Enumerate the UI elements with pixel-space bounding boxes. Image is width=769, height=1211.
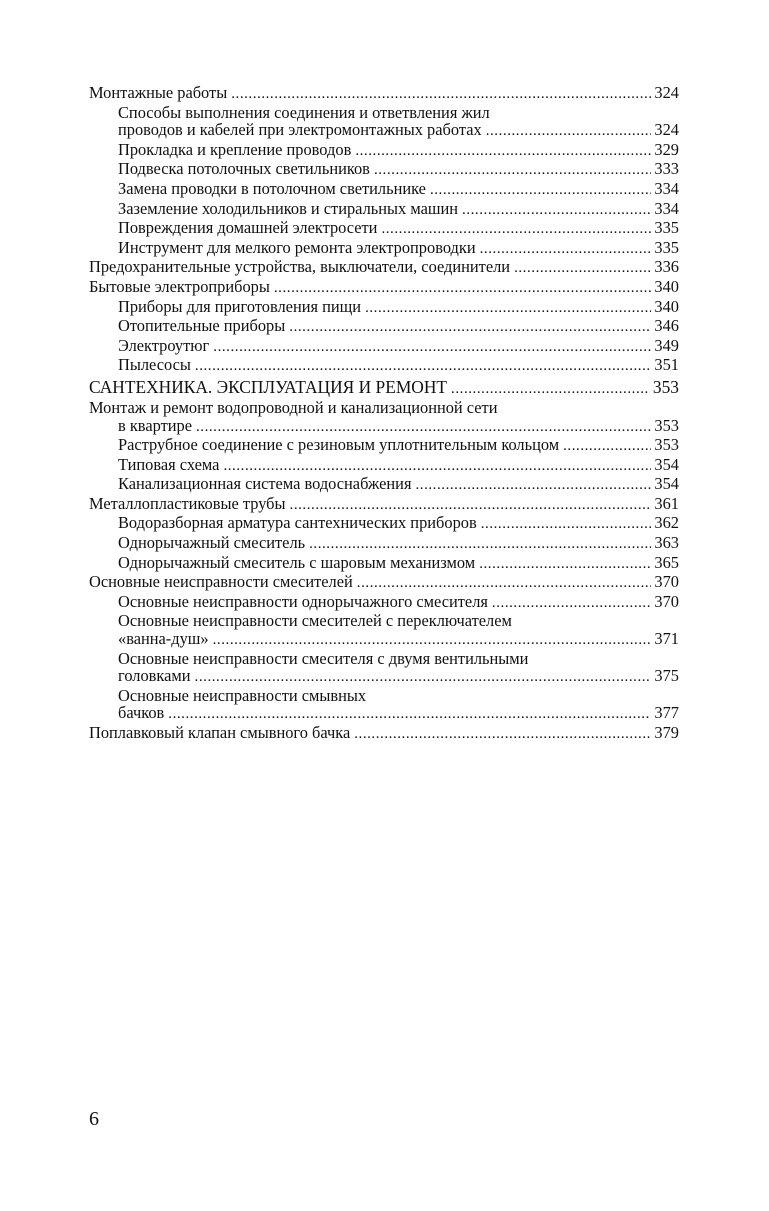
- toc-entry: [89, 84, 679, 104]
- toc-entry: [89, 239, 679, 259]
- toc-entry-page: 370: [654, 591, 679, 611]
- toc-entry: [89, 219, 679, 239]
- toc-entry-title: Металлопластиковые трубы: [89, 493, 286, 513]
- toc-entry-line: [118, 436, 679, 456]
- toc-entry-title: Однорычажный смеситель с шаровым механизмом: [118, 552, 476, 572]
- toc-entry-page: 371: [654, 629, 679, 649]
- dot-leader: [514, 260, 651, 278]
- toc-entry: [89, 317, 679, 337]
- toc-entry-page: 375: [654, 666, 679, 686]
- toc-entry-line: [89, 724, 679, 744]
- toc-entry-line: [118, 554, 679, 574]
- dot-leader: [462, 202, 651, 220]
- toc-entry-title-line: Основные неисправности смесителей с переключателем: [118, 611, 512, 631]
- toc-entry-line: [118, 667, 679, 687]
- dot-leader: [486, 123, 652, 141]
- dot-leader: [195, 669, 652, 687]
- toc-entry-title: головками: [118, 666, 191, 686]
- toc-entry-line: [118, 141, 679, 161]
- toc-entry-title: Повреждения домашней электросети: [118, 218, 378, 238]
- toc-entry-line: [89, 378, 679, 399]
- toc-entry-title: Монтажные работы: [89, 83, 228, 102]
- toc-entry-title: Бытовые электроприборы: [89, 276, 270, 296]
- dot-leader: [479, 556, 651, 574]
- toc-entry: [89, 554, 679, 574]
- dot-leader: [354, 726, 651, 744]
- toc-entry-line: [118, 356, 679, 376]
- toc-entry: [89, 436, 679, 456]
- toc-entry-title: Прокладка и крепление проводов: [118, 139, 352, 159]
- dot-leader: [492, 595, 651, 613]
- toc-entry-line: [89, 278, 679, 298]
- page-number: 6: [89, 1108, 99, 1130]
- toc-entry-title: Инструмент для мелкого ремонта электропроводки: [118, 237, 476, 257]
- dot-leader: [481, 516, 652, 534]
- toc-entry-title: Основные неисправности смесителей: [89, 572, 353, 592]
- toc-entry-page: 377: [654, 703, 679, 723]
- dot-leader: [196, 419, 651, 437]
- toc-entry: [89, 593, 679, 613]
- toc-entry: [89, 200, 679, 220]
- toc-entry-line: [118, 200, 679, 220]
- toc-entry-page: 354: [654, 474, 679, 494]
- toc-entry-title: Предохранительные устройства, выключатели, соединители: [89, 257, 511, 277]
- toc-entry-line: [118, 160, 679, 180]
- toc-entry-title-line: Основные неисправности смесителя с двумя вентильными: [118, 648, 529, 668]
- toc-entry-page: 363: [654, 533, 679, 553]
- toc-entry-line: [118, 475, 679, 495]
- dot-leader: [290, 497, 652, 515]
- toc-entry-title: Подвеска потолочных светильников: [118, 159, 370, 179]
- toc-entry-page: 334: [654, 198, 679, 218]
- toc-entry-line: [118, 121, 679, 141]
- toc-entry-title: Основные неисправности однорычажного смесителя: [118, 591, 488, 611]
- toc-entry: [89, 399, 679, 436]
- toc-entry: [89, 573, 679, 593]
- toc-entry-page: 334: [654, 178, 679, 198]
- toc-entry: [89, 180, 679, 200]
- dot-leader: [374, 162, 651, 180]
- dot-leader: [415, 477, 651, 495]
- toc-entry-page: 335: [654, 237, 679, 257]
- toc-entry-page: 351: [654, 355, 679, 375]
- toc-entry-line: [89, 258, 679, 278]
- toc-entry-title: Заземление холодильников и стиральных машин: [118, 198, 459, 218]
- toc-entry-title: Электроутюг: [118, 335, 210, 355]
- toc-entry-page: 354: [654, 454, 679, 474]
- dot-leader: [213, 632, 652, 650]
- dot-leader: [357, 575, 652, 593]
- toc-entry-page: 353: [654, 415, 679, 435]
- toc-entry-title: Водоразборная арматура сантехнических приборов: [118, 513, 477, 533]
- table-of-contents: [89, 84, 679, 744]
- toc-entry-line: [118, 337, 679, 357]
- toc-entry-page: 365: [654, 552, 679, 572]
- dot-leader: [355, 143, 651, 161]
- dot-leader: [365, 300, 651, 318]
- toc-entry: [89, 514, 679, 534]
- toc-entry: [89, 104, 679, 141]
- toc-entry-page: 340: [654, 296, 679, 316]
- dot-leader: [289, 319, 651, 337]
- toc-entry-title: Приборы для приготовления пищи: [118, 296, 362, 316]
- toc-entry-title-line: Способы выполнения соединения и ответвления жил: [118, 102, 490, 122]
- toc-entry-line: [118, 180, 679, 200]
- toc-entry-line: [118, 704, 679, 724]
- toc-entry-page: 324: [654, 83, 679, 102]
- dot-leader: [231, 86, 651, 104]
- toc-entry-title: Канализационная система водоснабжения: [118, 474, 412, 494]
- toc-entry-page: 336: [654, 257, 679, 277]
- toc-entry: [89, 612, 679, 649]
- toc-entry: [89, 337, 679, 357]
- toc-entry-line: [118, 456, 679, 476]
- toc-entry-page: 329: [654, 139, 679, 159]
- toc-entry-title: Поплавковый клапан смывного бачка: [89, 723, 351, 742]
- toc-entry: [89, 258, 679, 278]
- dot-leader: [223, 458, 651, 476]
- dot-leader: [480, 241, 652, 259]
- toc-entry-line: [118, 317, 679, 337]
- dot-leader: [381, 221, 651, 239]
- toc-entry-line: [118, 630, 679, 650]
- toc-entry-page: 335: [654, 218, 679, 238]
- toc-entry-page: 349: [654, 335, 679, 355]
- toc-entry: [89, 495, 679, 515]
- toc-entry-title: Однорычажный смеситель: [118, 533, 306, 553]
- toc-entry-title: «ванна-душ»: [118, 629, 209, 649]
- toc-entry-line: [89, 84, 679, 104]
- dot-leader: [168, 706, 651, 724]
- toc-entry: [89, 160, 679, 180]
- toc-entry: [89, 141, 679, 161]
- toc-entry-page: 361: [654, 493, 679, 513]
- toc-entry-title-line: Основные неисправности смывных: [118, 685, 367, 705]
- dot-leader: [195, 358, 652, 376]
- toc-entry-line: [89, 417, 679, 437]
- toc-entry-page: 324: [654, 120, 679, 140]
- toc-entry-title: Замена проводки в потолочном светильнике: [118, 178, 426, 198]
- toc-entry-page: 353: [654, 435, 679, 455]
- toc-entry-title-line: Монтаж и ремонт водопроводной и канализационной сети: [89, 397, 498, 417]
- toc-entry-line: [118, 534, 679, 554]
- toc-entry: [89, 278, 679, 298]
- toc-entry-title: в квартире: [118, 415, 192, 435]
- toc-entry-page: 353: [652, 376, 679, 397]
- dot-leader: [563, 438, 651, 456]
- toc-entry-title: проводов и кабелей при электромонтажных работах: [118, 120, 482, 140]
- toc-entry-page: 379: [654, 723, 679, 742]
- toc-entry-line: [118, 239, 679, 259]
- toc-entry-line: [89, 573, 679, 593]
- toc-entry-line: [89, 495, 679, 515]
- toc-entry-title: бачков: [118, 703, 165, 723]
- toc-entry-page: 346: [654, 316, 679, 336]
- toc-entry-title: Отопительные приборы: [118, 316, 286, 336]
- toc-entry: [89, 475, 679, 495]
- toc-entry-line: [118, 514, 679, 534]
- toc-entry-title: САНТЕХНИКА. ЭКСПЛУАТАЦИЯ И РЕМОНТ: [89, 376, 448, 397]
- dot-leader: [213, 339, 651, 357]
- toc-entry-page: 333: [654, 159, 679, 179]
- toc-entry-page: 362: [654, 513, 679, 533]
- dot-leader: [309, 536, 651, 554]
- toc-entry-title: Типовая схема: [118, 454, 220, 474]
- toc-entry-line: [118, 219, 679, 239]
- toc-entry-title: Пылесосы: [118, 355, 191, 375]
- toc-entry-page: 370: [654, 572, 679, 592]
- toc-entry: [89, 534, 679, 554]
- dot-leader: [430, 182, 651, 200]
- toc-entry: [89, 687, 679, 724]
- toc-entry: [89, 456, 679, 476]
- toc-entry: [89, 724, 679, 744]
- toc-entry: [89, 650, 679, 687]
- toc-entry-page: 340: [654, 276, 679, 296]
- toc-entry: [89, 378, 679, 399]
- toc-entry-title: Раструбное соединение с резиновым уплотнительным кольцом: [118, 435, 560, 455]
- toc-entry-line: [118, 593, 679, 613]
- toc-entry-line: [118, 298, 679, 318]
- dot-leader: [274, 280, 652, 298]
- dot-leader: [451, 380, 650, 399]
- toc-entry: [89, 298, 679, 318]
- toc-entry: [89, 356, 679, 376]
